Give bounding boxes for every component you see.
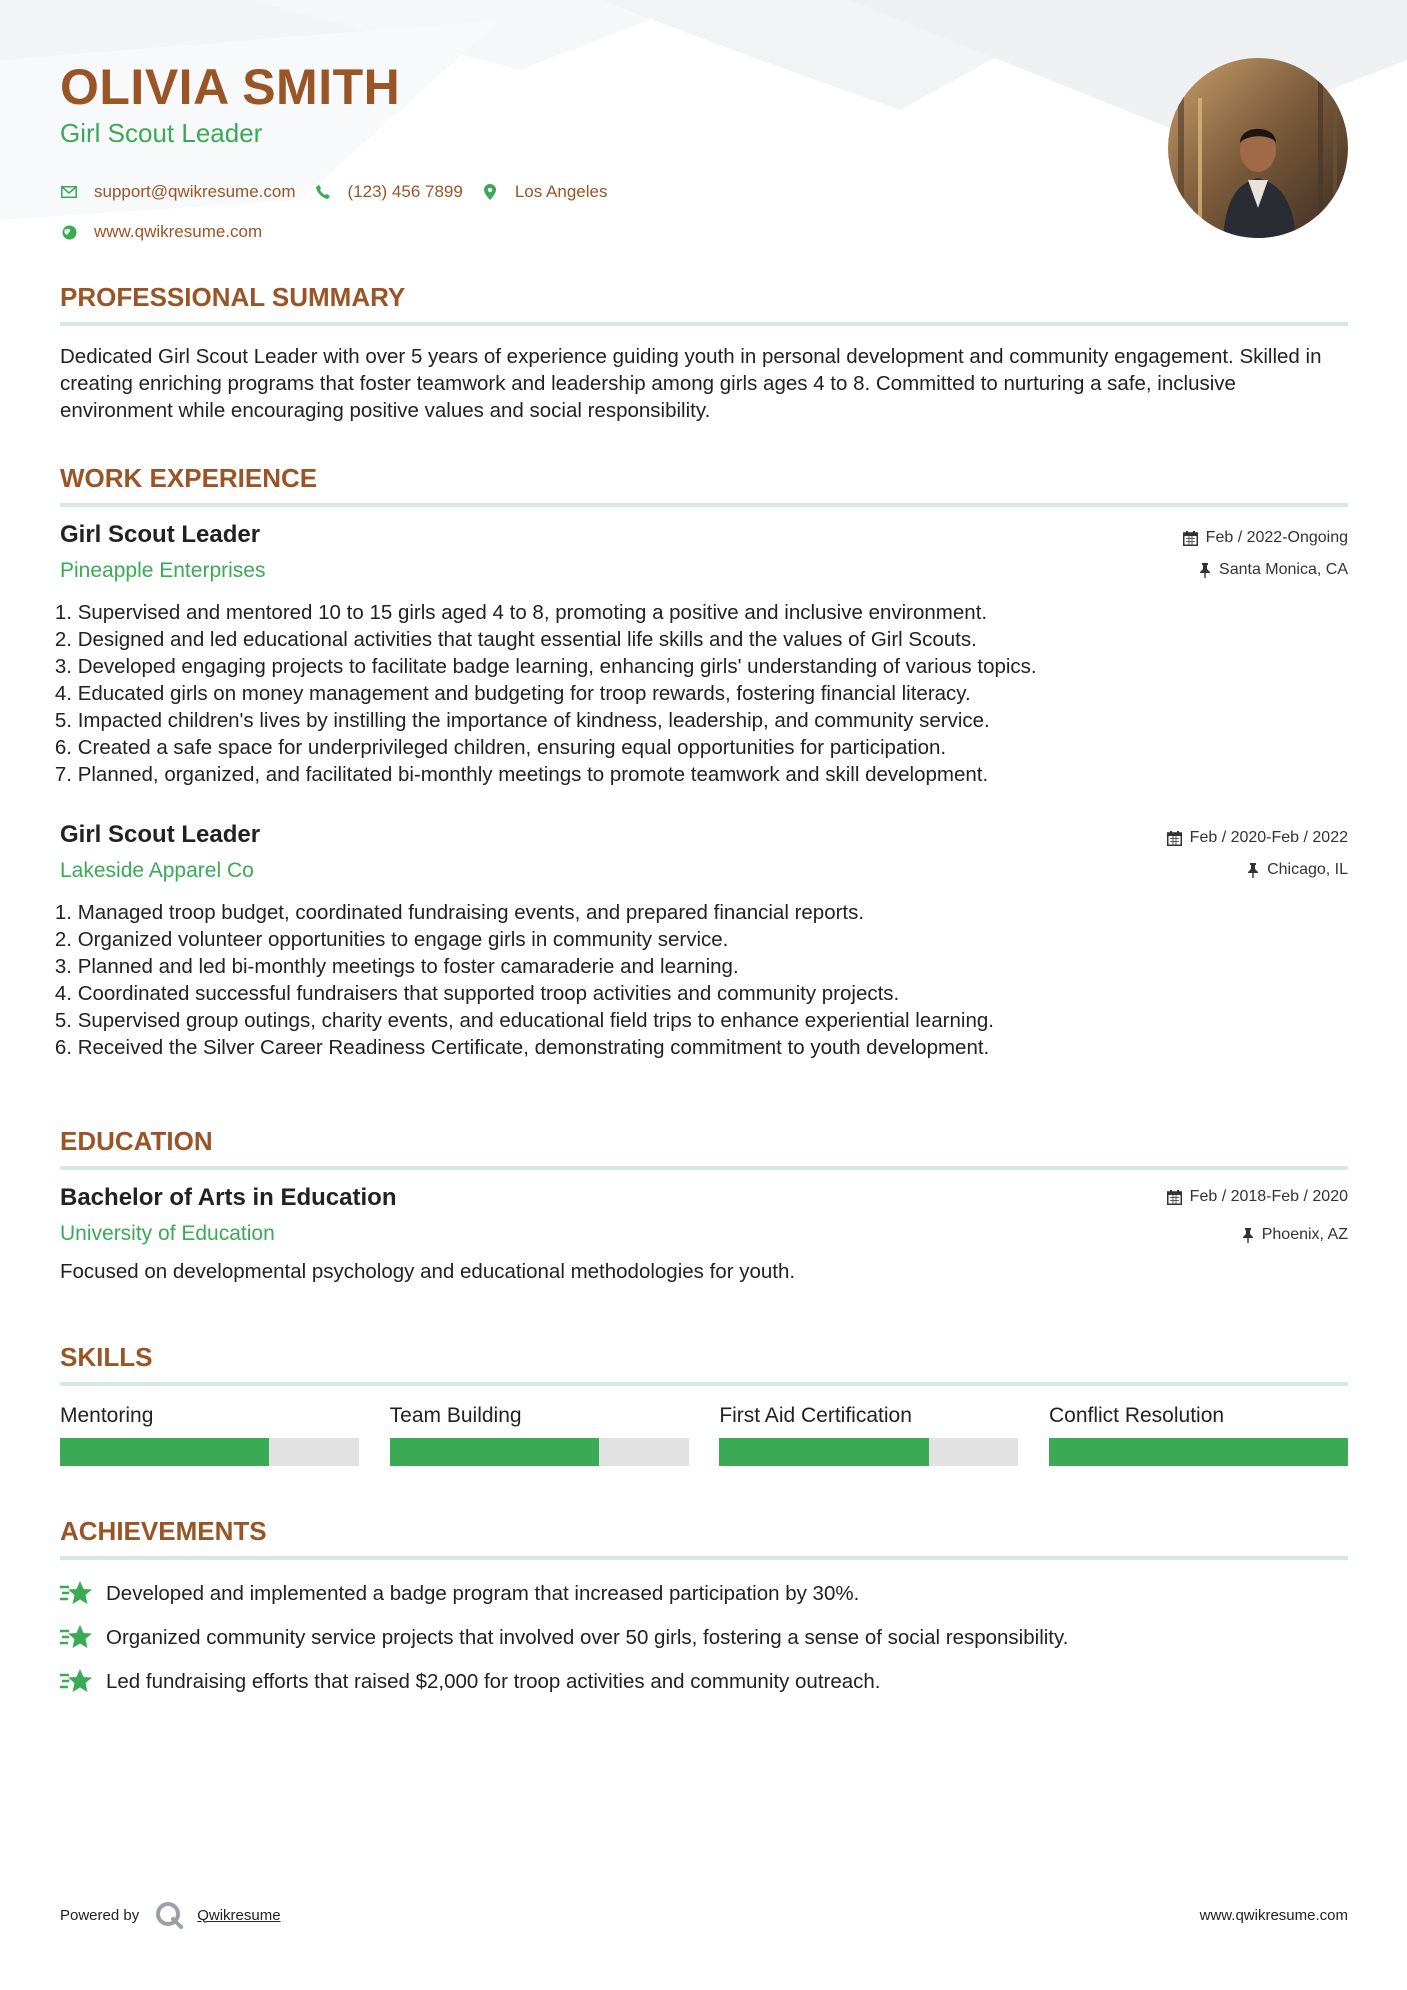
list-item: 5. Supervised group outings, charity events, and educational field trips to enhance experiential learning. (54, 1009, 994, 1032)
education-location-text: Phoenix, AZ (1261, 1226, 1348, 1243)
education-dates-text: Feb / 2018-Feb / 2020 (1189, 1188, 1348, 1205)
list-item: 5. Impacted children's lives by instilling the importance of kindness, leadership, and community service. (54, 709, 990, 732)
skills-heading: SKILLS (60, 1342, 153, 1372)
skill-level-fill (719, 1438, 928, 1466)
skill-level-fill (1049, 1438, 1348, 1466)
section-divider (60, 1556, 1348, 1560)
list-item: 6. Created a safe space for underprivileged children, ensuring equal opportunities for participation. (54, 736, 947, 759)
job-company: Lakeside Apparel Co (60, 859, 254, 882)
phone-icon (314, 183, 332, 201)
job-dates-text: Feb / 2022-Ongoing (1205, 529, 1348, 546)
job-bullets (54, 899, 994, 1061)
contact-info (60, 172, 625, 252)
envelope-icon (60, 183, 78, 201)
education-description: Focused on developmental psychology and educational methodologies for youth. (60, 1260, 796, 1283)
experience-section (54, 461, 1348, 1081)
list-item: 1. Supervised and mentored 10 to 15 girls aged 4 to 8, promoting a positive and inclusive environment. (54, 601, 988, 624)
summary-heading: PROFESSIONAL SUMMARY (60, 282, 406, 312)
skill-level-bar (719, 1438, 1018, 1466)
location-text: Los Angeles (514, 182, 608, 201)
skill-level-bar (60, 1438, 359, 1466)
skill-item (390, 1404, 689, 1466)
email-text: support@qwikresume.com (94, 182, 296, 201)
skill-item (1049, 1404, 1348, 1466)
qwikresume-link[interactable]: Qwikresume (197, 1906, 281, 1924)
candidate-name: OLIVIA SMITH (60, 59, 401, 115)
job-dates-text: Feb / 2020-Feb / 2022 (1189, 829, 1348, 846)
section-divider (60, 1166, 1348, 1170)
location-item (481, 182, 608, 202)
list-item: 4. Coordinated successful fundraisers that supported troop activities and community projects. (54, 982, 900, 1005)
star-award-icon (60, 1667, 94, 1697)
job-bullets (54, 599, 1037, 788)
pushpin-icon (1247, 863, 1259, 878)
footer-website[interactable]: www.qwikresume.com (1199, 1906, 1348, 1924)
skill-level-bar (1049, 1438, 1348, 1466)
list-item: 7. Planned, organized, and facilitated bi-monthly meetings to promote teamwork and skill development. (54, 763, 989, 786)
job-dates (1183, 529, 1348, 547)
achievements-heading: ACHIEVEMENTS (60, 1516, 267, 1546)
website-item[interactable] (60, 222, 262, 242)
star-award-icon (60, 1579, 94, 1609)
section-divider (60, 322, 1348, 326)
list-item: 1. Managed troop budget, coordinated fundraising events, and prepared financial reports. (54, 901, 865, 924)
degree-title: Bachelor of Arts in Education (60, 1184, 397, 1211)
achievements-section (60, 1514, 1348, 1704)
skills-section (60, 1340, 1348, 1466)
phone-text: (123) 456 7899 (347, 182, 463, 201)
job-dates (1167, 829, 1348, 847)
skills-list (60, 1404, 1348, 1466)
calendar-icon (1183, 531, 1198, 546)
qwikresume-logo-icon (155, 1901, 185, 1929)
skill-name: Mentoring (60, 1404, 154, 1427)
pushpin-icon (1199, 563, 1211, 578)
skill-level-bar (390, 1438, 689, 1466)
list-item: Organized community service projects that involved over 50 girls, fostering a sense of social responsibility. (60, 1616, 1348, 1660)
skill-item (719, 1404, 1018, 1466)
calendar-icon (1167, 831, 1182, 846)
summary-section (60, 280, 1348, 424)
experience-heading: WORK EXPERIENCE (60, 463, 318, 493)
profile-photo (1168, 58, 1348, 238)
education-section (60, 1124, 1348, 1294)
list-item: 2. Organized volunteer opportunities to engage girls in community service. (54, 928, 729, 951)
school-name: University of Education (60, 1222, 275, 1245)
skill-name: Conflict Resolution (1048, 1404, 1225, 1427)
job-location (1247, 861, 1348, 879)
calendar-icon (1167, 1190, 1182, 1205)
job-title: Girl Scout Leader (60, 821, 261, 848)
education-dates (1167, 1188, 1348, 1206)
list-item: 2. Designed and led educational activities that taught essential life skills and the values of Girl Scouts. (54, 628, 977, 651)
summary-text: Dedicated Girl Scout Leader with over 5 years of experience guiding youth in personal development and community engagement. Skilled in creating enriching programs that foster teamwork and leadership among girls ages 4 to 8. Committed to nurturing a safe, inclusive environment while encouraging positive values and social responsibility. (60, 345, 1322, 422)
email-item[interactable] (60, 182, 296, 202)
education-heading: EDUCATION (60, 1126, 213, 1156)
list-item: 4. Educated girls on money management and budgeting for troop rewards, fostering financial literacy. (54, 682, 971, 705)
pushpin-icon (1242, 1228, 1254, 1243)
job-entry (54, 521, 1348, 821)
skill-level-fill (60, 1438, 269, 1466)
education-location (1242, 1226, 1348, 1244)
website-text: www.qwikresume.com (94, 222, 263, 241)
resume-page (54, 0, 1348, 1990)
list-item: 6. Received the Silver Career Readiness Certificate, demonstrating commitment to youth development. (54, 1036, 990, 1059)
job-location-text: Chicago, IL (1267, 861, 1348, 878)
globe-icon (60, 223, 78, 241)
section-divider (60, 1382, 1348, 1386)
job-company: Pineapple Enterprises (60, 559, 266, 582)
phone-item[interactable] (314, 182, 463, 202)
candidate-title: Girl Scout Leader (60, 118, 263, 148)
skill-level-fill (390, 1438, 599, 1466)
star-award-icon (60, 1623, 94, 1653)
job-title: Girl Scout Leader (60, 521, 261, 548)
job-location (1199, 561, 1348, 579)
skill-name: First Aid Certification (719, 1404, 912, 1427)
education-entry (60, 1184, 1348, 1294)
list-item: 3. Developed engaging projects to facilitate badge learning, enhancing girls' understanding of various topics. (54, 655, 1037, 678)
list-item: Led fundraising efforts that raised $2,000 for troop activities and community outreach. (60, 1660, 1348, 1704)
page-footer (60, 1895, 1348, 1935)
job-location-text: Santa Monica, CA (1219, 561, 1348, 578)
job-entry (54, 821, 1348, 1081)
section-divider (60, 503, 1348, 507)
footer-branding (60, 1901, 281, 1929)
list-item: 3. Planned and led bi-monthly meetings to foster camaraderie and learning. (54, 955, 739, 978)
powered-by-label: Powered by (60, 1906, 140, 1924)
map-pin-icon (481, 183, 499, 201)
skill-name: Team Building (389, 1404, 522, 1427)
list-item: Developed and implemented a badge program that increased participation by 30%. (60, 1572, 1348, 1616)
skill-item (60, 1404, 359, 1466)
achievements-list (60, 1572, 1348, 1704)
